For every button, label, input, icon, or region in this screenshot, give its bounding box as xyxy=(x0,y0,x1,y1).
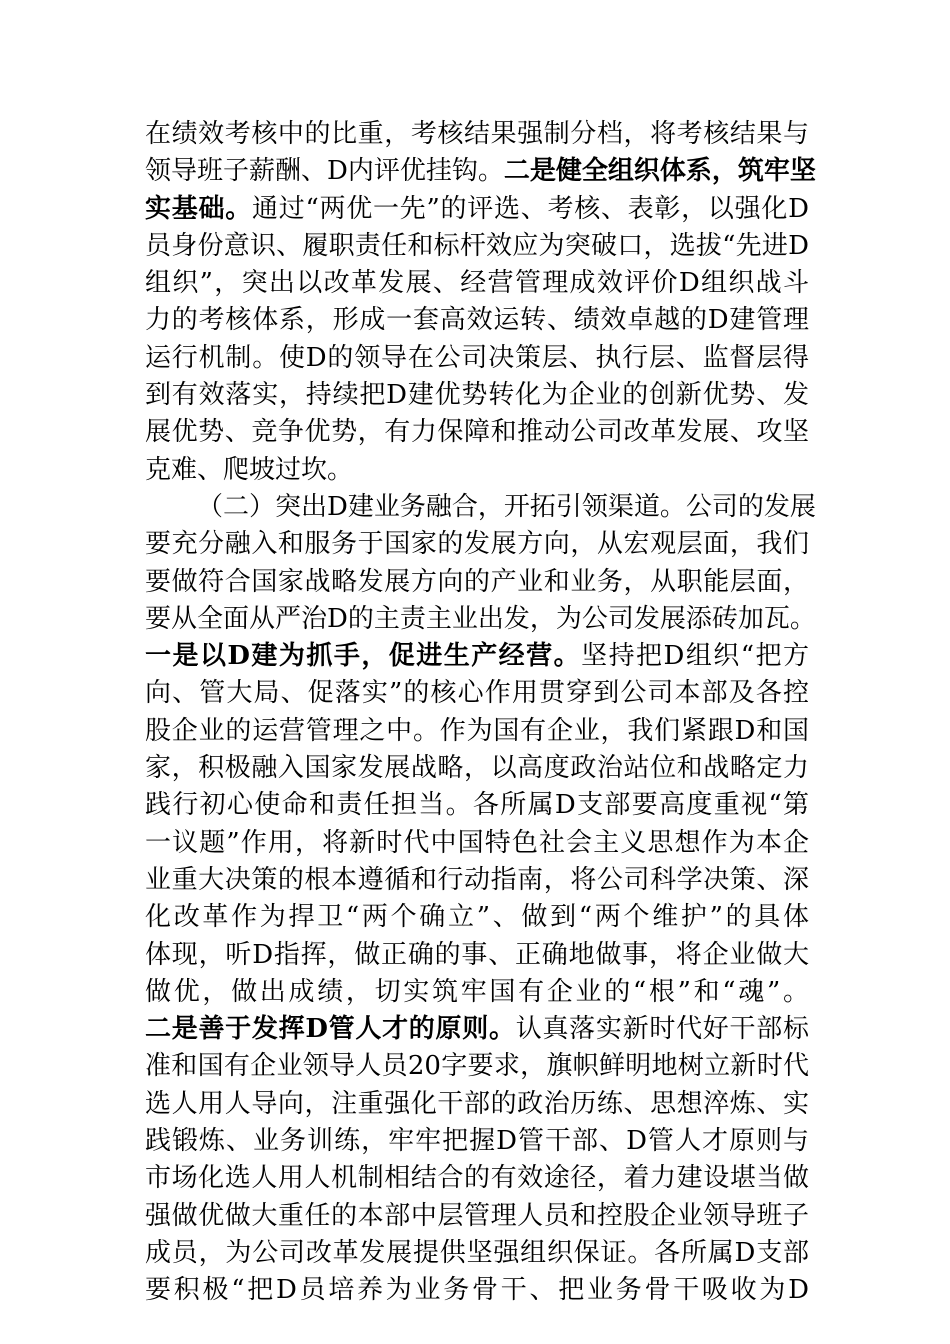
bold-text-segment: 一是以D建为抓手，促进生产经营。 xyxy=(145,641,582,672)
text-line xyxy=(145,1011,809,1048)
text-line xyxy=(145,489,816,526)
text-line xyxy=(145,302,809,339)
text-line xyxy=(145,153,816,190)
text-line xyxy=(145,750,809,787)
text-line xyxy=(145,1235,809,1272)
text-segment: 向、管大局、促落实”的核心作用贯穿到公司本部及各控 xyxy=(145,678,809,709)
text-segment: 在绩效考核中的比重，考核结果强制分档，将考核结果与 xyxy=(145,119,809,149)
text-segment: 员身份意识、履职责任和标杆效应为突破口，选拔“先进D xyxy=(145,230,809,261)
text-line xyxy=(145,713,809,750)
text-line xyxy=(145,1272,809,1309)
text-segment: 强做优做大重任的本部中层管理人员和控股企业领导班子 xyxy=(145,1200,809,1231)
text-line xyxy=(145,414,809,451)
text-line xyxy=(145,937,809,974)
text-segment: 家，积极融入国家发展战略，以高度政治站位和战略定力 xyxy=(145,753,809,784)
text-line xyxy=(145,526,809,563)
text-segment: 要从全面从严治D的主责主业出发，为公司发展添砖加瓦。 xyxy=(145,603,816,634)
text-line xyxy=(145,899,809,936)
text-line xyxy=(145,601,816,638)
text-line xyxy=(145,1198,809,1235)
bold-text-segment: 二是善于发挥D管人才的原则。 xyxy=(145,1014,516,1045)
text-line xyxy=(145,862,809,899)
bold-text-segment: 二是健全组织体系，筑牢坚 xyxy=(503,156,816,187)
text-segment: 到有效落实，持续把D建优势转化为企业的创新优势、发 xyxy=(145,380,809,411)
text-line xyxy=(145,265,809,302)
text-segment: 选人用人导向，注重强化干部的政治历练、思想淬炼、实 xyxy=(145,1088,809,1119)
text-segment: 通过“两优一先”的评选、考核、表彰，以强化D xyxy=(251,193,809,224)
text-segment: 运行机制。使D的领导在公司决策层、执行层、监督层得 xyxy=(145,342,809,373)
text-segment: 坚持把D组织“把方 xyxy=(581,641,809,672)
text-segment: 股企业的运营管理之中。作为国有企业，我们紧跟D和国 xyxy=(145,715,809,746)
text-line xyxy=(145,191,809,228)
text-segment: 践锻炼、业务训练，牢牢把握D管干部、D管人才原则与 xyxy=(145,1126,809,1157)
text-segment: 力的考核体系，形成一套高效运转、绩效卓越的D建管理 xyxy=(145,305,809,336)
text-segment: （二）突出D建业务融合，开拓引领渠道。 xyxy=(197,491,686,522)
bold-text-segment: 实基础。 xyxy=(145,193,252,224)
text-segment: 组织”，突出以改革发展、经营管理成效评价D组织战斗 xyxy=(145,268,809,299)
text-segment: 业重大决策的根本遵循和行动指南，将公司科学决策、深 xyxy=(145,864,809,895)
text-line xyxy=(145,1123,809,1160)
text-segment: 践行初心使命和责任担当。各所属D支部要高度重视“第 xyxy=(145,790,809,821)
text-line xyxy=(145,452,809,489)
text-line xyxy=(145,564,809,601)
text-segment: 认真落实新时代好干部标 xyxy=(515,1014,809,1045)
text-segment: 克难、爬坡过坎。 xyxy=(145,454,354,485)
text-line xyxy=(145,974,809,1011)
text-segment: 展优势、竞争优势，有力保障和推动公司改革发展、攻坚 xyxy=(145,417,809,448)
text-line xyxy=(145,116,809,153)
text-segment: 公司的发展 xyxy=(685,491,816,522)
text-line xyxy=(145,340,809,377)
text-line xyxy=(145,1086,809,1123)
text-segment: 领导班子薪酬、D内评优挂钩。 xyxy=(145,156,504,187)
text-segment: 体现，听D指挥，做正确的事、正确地做事，将企业做大 xyxy=(145,939,809,970)
text-segment: 要积极“把D员培养为业务骨干、把业务骨干吸收为D xyxy=(145,1275,809,1306)
text-line xyxy=(145,638,809,675)
text-line xyxy=(145,825,809,862)
text-segment: 准和国有企业领导人员20字要求，旗帜鲜明地树立新时代 xyxy=(145,1051,809,1082)
text-line xyxy=(145,228,809,265)
text-segment: 一议题”作用，将新时代中国特色社会主义思想作为本企 xyxy=(145,827,809,858)
text-segment: 市场化选人用人机制相结合的有效途径，着力建设堪当做 xyxy=(145,1163,809,1194)
text-line xyxy=(145,377,809,414)
text-segment: 成员，为公司改革发展提供坚强组织保证。各所属D支部 xyxy=(145,1237,809,1268)
text-line xyxy=(145,675,809,712)
text-line xyxy=(145,1160,809,1197)
text-segment: 要做符合国家战略发展方向的产业和业务，从职能层面， xyxy=(145,566,809,597)
text-line xyxy=(145,787,809,824)
text-segment: 要充分融入和服务于国家的发展方向，从宏观层面，我们 xyxy=(145,529,809,560)
body-text xyxy=(145,116,816,1310)
text-segment: 做优，做出成绩，切实筑牢国有企业的“根”和“魂”。 xyxy=(145,976,809,1007)
text-segment: 化改革作为捍卫“两个确立”、做到“两个维护”的具体 xyxy=(145,902,809,933)
text-line xyxy=(145,1048,809,1085)
